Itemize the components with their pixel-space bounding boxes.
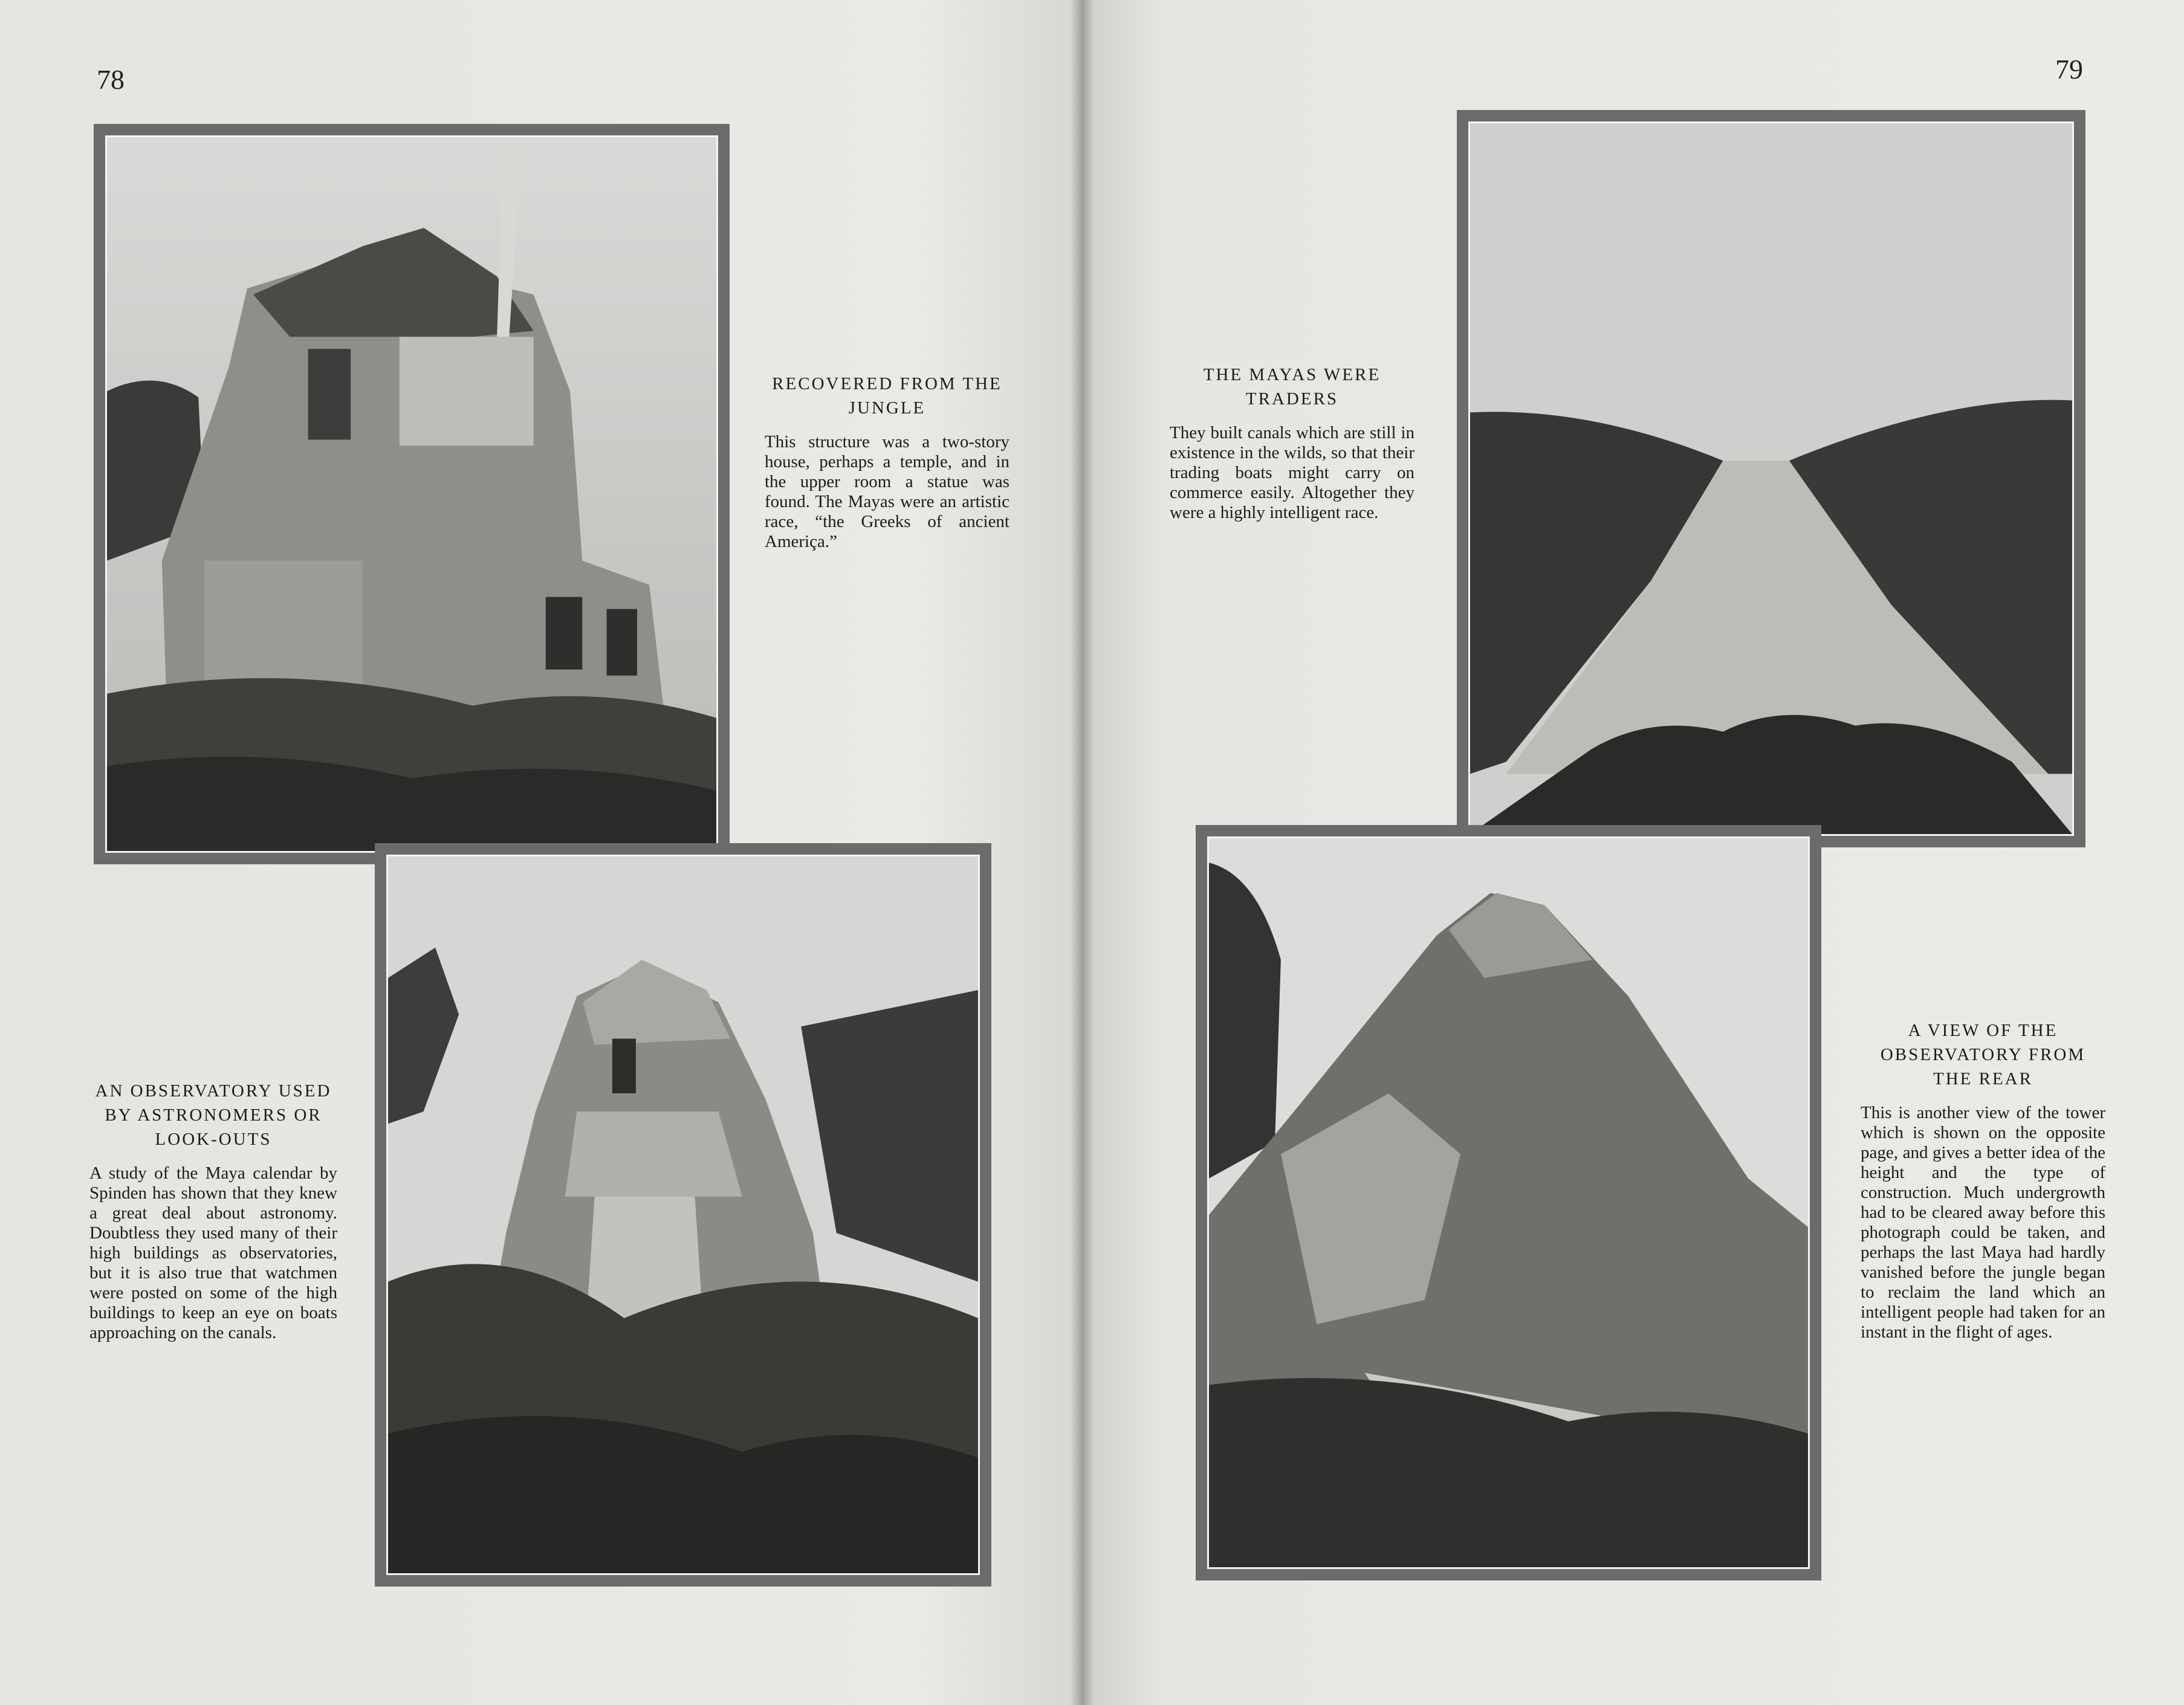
- temple-ruin-image: [107, 137, 716, 851]
- right-page-number: 79: [2055, 54, 2083, 85]
- caption-body: This structure was a two-story house, perhaps a temple, and in the upper room a statue was found. The Mayas were an artistic race, “the Greeks of ancient Ameriça.”: [765, 432, 1009, 551]
- caption-title: THE MAYAS WERE TRADERS: [1203, 365, 1381, 409]
- left-page-number: 78: [97, 64, 125, 95]
- photo-canal: [1457, 110, 2085, 847]
- photo-observatory-rear: [1196, 825, 1821, 1580]
- caption-body: They built canals which are still in existence in the wilds, so that their trading boats might carry on commerce easily. Altogether they were a highly intelligent race.: [1170, 423, 1414, 522]
- observatory-image: [388, 856, 978, 1573]
- observatory-rear-image: [1209, 838, 1808, 1567]
- photo-temple-ruin: [94, 124, 730, 864]
- caption-title: RECOVERED FROM THE JUNGLE: [772, 374, 1002, 418]
- caption-title: A VIEW OF THE OBSERVATORY FROM THE REAR: [1880, 1021, 2086, 1089]
- canal-image: [1470, 123, 2072, 834]
- caption-observatory-rear-view: [1861, 1018, 2105, 1342]
- photo-observatory: [375, 843, 991, 1587]
- caption-body: A study of the Maya calendar by Spinden has shown that they knew a great deal about astronomy. Doubtless they used many of their high buildings as observatories, but it is also true that watchmen were posted on some of the high buildings to keep an eye on boats approaching on the canals.: [89, 1163, 337, 1342]
- book-gutter: [1070, 0, 1094, 1705]
- caption-title: AN OBSERVATORY USED BY ASTRONOMERS OR LOOK-OUTS: [95, 1081, 332, 1149]
- caption-recovered-from-jungle: [765, 372, 1009, 552]
- caption-body: This is another view of the tower which is shown on the opposite page, and gives a better idea of the height and the type of construction. Much undergrowth had to be cleared away before this photograph could be taken, and perhaps the last Maya had hardly vanished before the jungle began to reclaim the land which an intelligent people had taken for an instant in the flight of ages.: [1861, 1103, 2105, 1342]
- caption-observatory-look-outs: [89, 1079, 337, 1343]
- caption-mayas-were-traders: [1170, 363, 1414, 523]
